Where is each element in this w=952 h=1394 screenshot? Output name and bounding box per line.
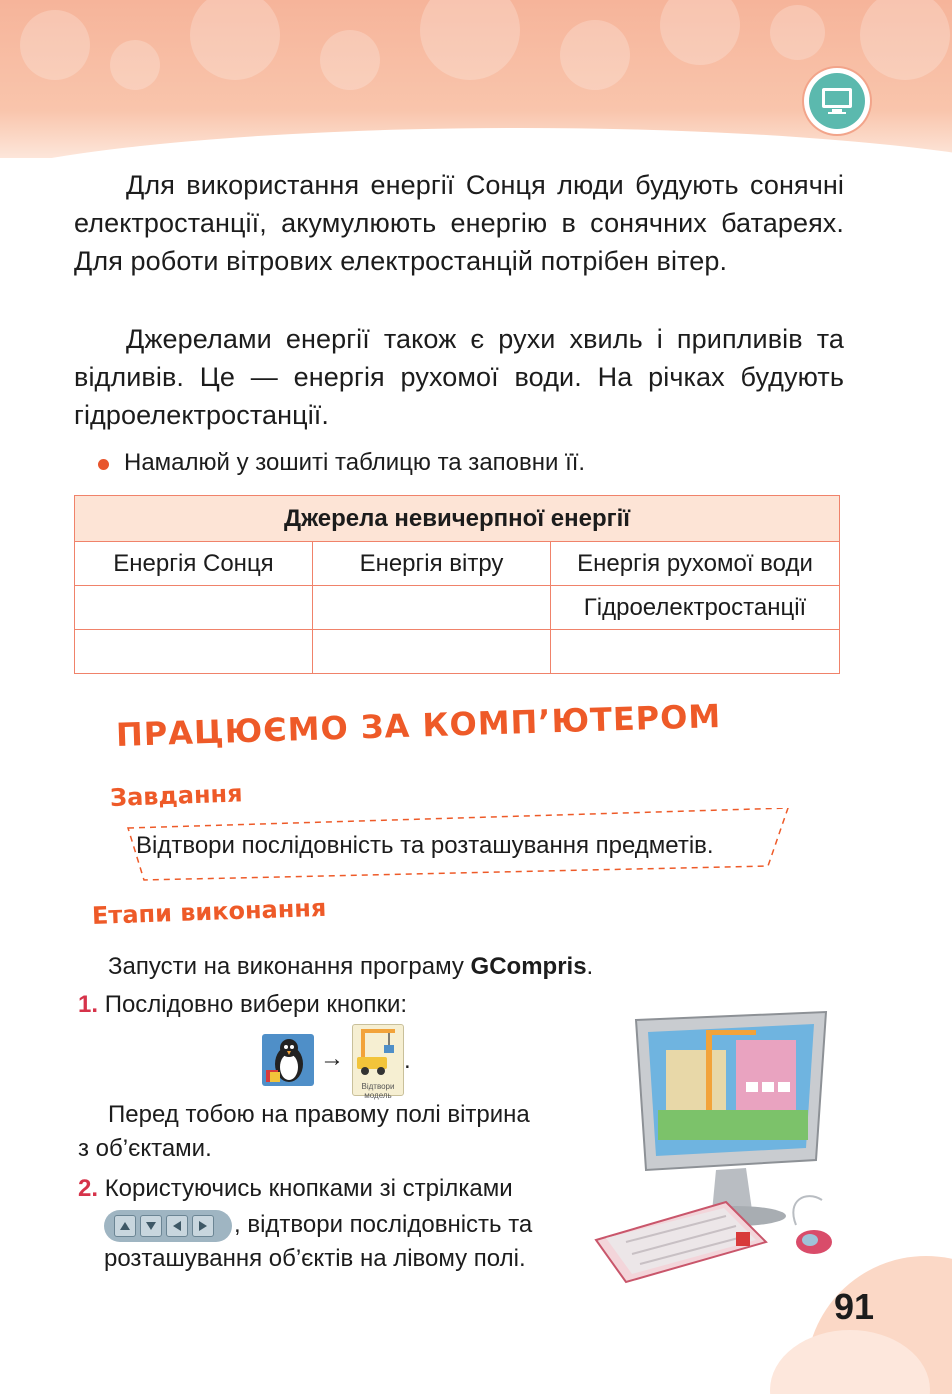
instruction: Намалюй у зошиті таблицю та заповни її. xyxy=(124,449,586,476)
step-1 xyxy=(78,988,407,1022)
down-arrow-icon[interactable] xyxy=(140,1215,162,1237)
table-row xyxy=(75,630,840,674)
computer-illustration xyxy=(586,1010,836,1290)
page-number: 91 xyxy=(834,1286,875,1327)
step-2-line3: розташування об’єктів на лівому полі. xyxy=(104,1245,526,1272)
task-text: Відтвори послідовність та розташування предметів. xyxy=(136,832,714,859)
table-cell xyxy=(313,586,551,630)
launch-suffix: . xyxy=(586,953,594,980)
arrow-buttons-icon[interactable] xyxy=(104,1210,232,1242)
column-header: Енергія Сонця xyxy=(75,542,313,586)
step-text: Користуючись кнопками зі стрілками xyxy=(104,1175,513,1202)
launch-line xyxy=(108,950,593,984)
step-number: 1. xyxy=(78,991,99,1018)
steps-label: Етапи виконання xyxy=(91,893,327,930)
step-text: Послідовно вибери кнопки: xyxy=(104,991,408,1018)
button-caption: Відтвори модель xyxy=(361,1082,395,1100)
crane-icon[interactable] xyxy=(352,1024,404,1100)
bullet-icon xyxy=(98,459,109,470)
period: . xyxy=(404,1047,411,1074)
step-2-line2: , відтвори послідовність та xyxy=(234,1211,533,1238)
program-name: GCompris xyxy=(470,953,587,980)
table-cell xyxy=(551,630,840,674)
step-2 xyxy=(78,1172,513,1206)
header-decoration xyxy=(0,0,952,158)
launch-text: Запусти на виконання програму xyxy=(108,953,471,980)
table-cell xyxy=(75,630,313,674)
paragraph-solar: Для використання енергії Сонця люди будують сонячні електростанції, акумулюють енергію в сонячних батареях. Для роботи вітрових електростанцій потрібен вітер. xyxy=(74,170,844,276)
right-arrow-icon[interactable] xyxy=(192,1215,214,1237)
up-arrow-icon[interactable] xyxy=(114,1215,136,1237)
table-row xyxy=(75,586,840,630)
column-header: Енергія вітру xyxy=(313,542,551,586)
energy-table xyxy=(74,495,840,674)
column-header: Енергія рухомої води xyxy=(551,542,840,586)
after-step1-line1: Перед тобою на правому полі вітрина xyxy=(108,1101,530,1128)
paragraph-water: Джерелами енергії також є рухи хвиль і припливів та відливів. Це — енергія рухомої води. На річках будують гідроелектростанції. xyxy=(74,324,844,430)
table-cell xyxy=(313,630,551,674)
section-title: ПРАЦЮЄМО ЗА КОМП’ЮТЕРОМ xyxy=(115,696,722,754)
left-arrow-icon[interactable] xyxy=(166,1215,188,1237)
table-header-row xyxy=(75,542,840,586)
table-cell: Гідроелектростанції xyxy=(551,586,840,630)
table-cell xyxy=(75,586,313,630)
after-step1-line2: з об’єктами. xyxy=(78,1135,212,1162)
penguin-icon[interactable] xyxy=(262,1034,314,1086)
computer-badge xyxy=(804,68,870,134)
arrow-text: → xyxy=(320,1045,344,1072)
step-number: 2. xyxy=(78,1175,99,1202)
table-title: Джерела невичерпної енергії xyxy=(75,496,840,542)
computer-monitor-icon xyxy=(820,86,854,116)
task-label: Завдання xyxy=(109,779,244,812)
